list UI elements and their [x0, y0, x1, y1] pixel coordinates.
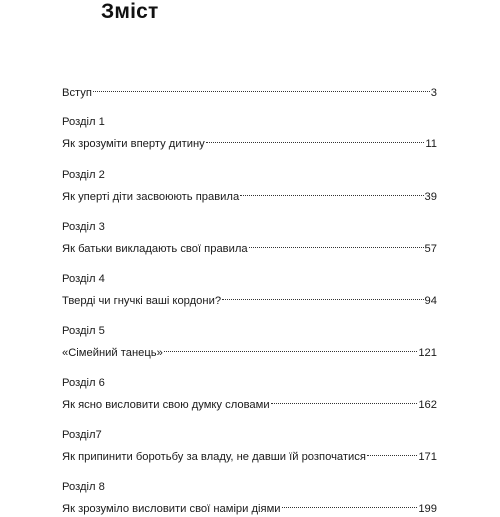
dot-leader — [249, 236, 424, 252]
chapter-label: Розділ 6 — [62, 377, 105, 389]
dot-leader — [271, 392, 418, 408]
toc-entry-chapter-3[interactable] — [62, 236, 437, 255]
toc-entry-chapter-8[interactable] — [62, 496, 437, 515]
toc-entry-title: Як зрозуміло висловити свої наміри діями — [62, 503, 281, 515]
chapter-label: Розділ 4 — [62, 273, 105, 285]
toc-entry-page: 94 — [424, 295, 437, 307]
dot-leader — [206, 131, 425, 147]
toc-entry-chapter-5[interactable] — [62, 340, 437, 359]
chapter-label: Розділ 1 — [62, 116, 105, 128]
dot-leader — [164, 340, 418, 356]
toc-entry-page: 171 — [418, 451, 437, 463]
chapter-label: Розділ 8 — [62, 481, 105, 493]
toc-entry-chapter-6[interactable] — [62, 392, 437, 411]
dot-leader — [222, 288, 424, 304]
toc-entry-page: 11 — [425, 138, 437, 150]
chapter-label: Розділ 3 — [62, 221, 105, 233]
toc-entry-title: Як батьки викладають свої правила — [62, 243, 248, 255]
dot-leader — [93, 80, 430, 96]
page-title: Зміст — [101, 0, 159, 23]
toc-entry-page: 199 — [418, 503, 437, 515]
toc-entry-title: Як уперті діти засвоюють правила — [62, 191, 240, 203]
toc-entry-title: Як зрозуміти вперту дитину — [62, 138, 205, 150]
toc-entry-intro[interactable] — [62, 80, 437, 99]
toc-entry-title: «Сімейний танець» — [62, 347, 163, 359]
toc-entry-page: 39 — [424, 191, 437, 203]
dot-leader — [282, 496, 418, 512]
toc-entry-chapter-2[interactable] — [62, 184, 437, 203]
dot-leader — [367, 444, 417, 460]
toc-entry-chapter-7[interactable] — [62, 444, 437, 463]
toc-entry-chapter-4[interactable] — [62, 288, 437, 307]
toc-entry-title: Як припинити боротьбу за владу, не давши їй розпочатися — [62, 451, 366, 463]
toc-entry-title: Тверді чи гнучкі ваші кордони? — [62, 295, 222, 307]
chapter-label: Розділ 2 — [62, 169, 105, 181]
toc-entry-page: 57 — [424, 243, 437, 255]
toc-entry-page: 121 — [418, 347, 437, 359]
toc-entry-title: Як ясно висловити свою думку словами — [62, 399, 270, 411]
toc-entry-page: 3 — [430, 87, 437, 99]
toc-entry-page: 162 — [418, 399, 437, 411]
chapter-label: Розділ7 — [62, 429, 102, 441]
dot-leader — [240, 184, 423, 200]
chapter-label: Розділ 5 — [62, 325, 105, 337]
toc-entry-title: Вступ — [62, 87, 92, 99]
toc-entry-chapter-1[interactable] — [62, 131, 437, 150]
